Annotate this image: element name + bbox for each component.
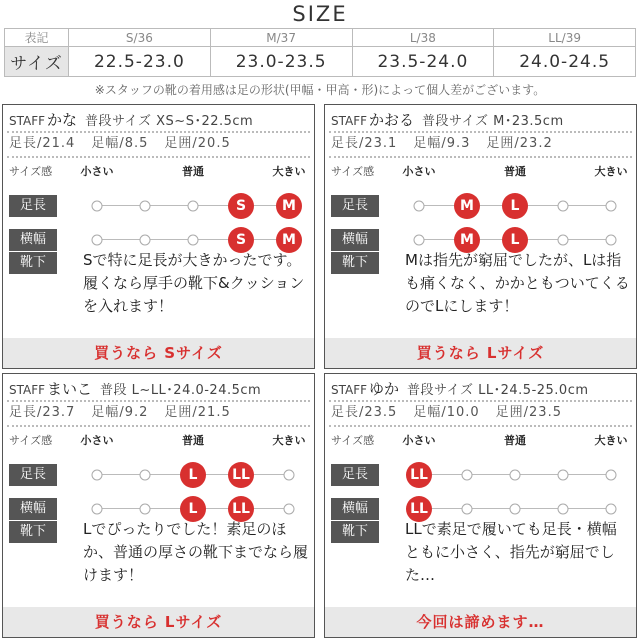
length-tag: 足長 — [331, 195, 379, 217]
width-row — [331, 498, 630, 520]
scale-dot — [606, 504, 617, 515]
scale-dot — [414, 235, 425, 246]
scale-normal-label: 普通 — [182, 434, 204, 447]
foot-girth: 足囲/21.5 — [164, 405, 231, 420]
foot-width: 足幅/9.2 — [91, 405, 149, 420]
scale-dot — [510, 470, 521, 481]
staff-header — [331, 109, 630, 131]
scale-dot — [606, 201, 617, 212]
socks-tag: 靴下 — [9, 521, 57, 543]
scale-dot — [558, 235, 569, 246]
scale-small-label: 小さい — [402, 434, 436, 447]
foot-measurements — [331, 133, 630, 155]
staff-name: ゆか — [369, 380, 400, 398]
scale-dot — [284, 470, 295, 481]
fit-mark: S — [228, 193, 254, 219]
scale-dot — [140, 470, 151, 481]
foot-width: 足幅/9.3 — [413, 136, 471, 151]
scale-header-label: サイズ感 — [9, 434, 53, 447]
foot-length: 足長/21.4 — [9, 136, 76, 151]
fit-mark: L — [180, 496, 206, 522]
size-table-cell: 22.5-23.0 — [69, 47, 211, 77]
fit-mark: L — [180, 462, 206, 488]
scale-small-label: 小さい — [80, 434, 114, 447]
width-row — [9, 229, 308, 251]
size-table-header-cell: S/36 — [69, 29, 211, 47]
scale-dot — [510, 504, 521, 515]
scale-header-label: サイズ感 — [331, 434, 375, 447]
staff-comment: LLで素足で履いても足長・横幅ともに小さく、指先が窮屈でした… — [405, 520, 617, 584]
width-tag: 横幅 — [331, 229, 379, 251]
scale-header — [331, 161, 630, 181]
normal-size: 普段 L~LL･24.0-24.5cm — [100, 383, 262, 398]
dotted-divider — [7, 425, 310, 427]
staff-card — [2, 373, 315, 638]
page-title: SIZE — [292, 2, 348, 26]
scale-dot — [92, 470, 103, 481]
scale-header — [9, 161, 308, 181]
scale-dot — [606, 235, 617, 246]
length-row — [331, 195, 630, 217]
staff-name: かおる — [369, 111, 415, 129]
scale-header — [9, 430, 308, 450]
scale-dot — [558, 470, 569, 481]
size-table — [4, 28, 636, 77]
fit-note: ※スタッフの靴の着用感は足の形状(甲幅・甲高・形)によって個人差がございます。 — [94, 83, 546, 97]
foot-length: 足長/23.5 — [331, 405, 398, 420]
size-table-header-cell: LL/39 — [494, 29, 636, 47]
staff-comment: Mは指先が窮屈でしたが、Lは指も痛くなく、かかともついてくるのでLにします！ — [405, 251, 630, 315]
foot-girth: 足囲/20.5 — [164, 136, 231, 151]
size-table-cell: 24.0-24.5 — [494, 47, 636, 77]
length-row — [9, 464, 308, 486]
staff-comment: Sで特に足長が大きかったです。履くなら厚手の靴下&クッションを入れます！ — [83, 251, 305, 315]
scale-large-label: 大きい — [594, 165, 628, 178]
width-row — [9, 498, 308, 520]
scale-large-label: 大きい — [594, 434, 628, 447]
verdict-banner: 買うなら Lサイズ — [3, 607, 314, 637]
verdict-banner: 今回は諦めます… — [325, 607, 636, 637]
dotted-divider — [7, 156, 310, 158]
scale-header-label: サイズ感 — [331, 165, 375, 178]
scale-dot — [188, 235, 199, 246]
staff-label: STAFF — [9, 383, 46, 397]
scale-dot — [558, 504, 569, 515]
width-tag: 横幅 — [9, 498, 57, 520]
fit-mark: M — [454, 193, 480, 219]
scale-normal-label: 普通 — [182, 165, 204, 178]
fit-mark: LL — [406, 462, 432, 488]
fit-mark: LL — [228, 462, 254, 488]
width-row — [331, 229, 630, 251]
dotted-divider — [329, 156, 632, 158]
scale-dot — [606, 470, 617, 481]
verdict-banner: 買うなら Sサイズ — [3, 338, 314, 368]
staff-comment: Lでぴったりでした！素足のほか、普通の厚さの靴下までなら履けます！ — [83, 520, 309, 584]
staff-card — [2, 104, 315, 369]
staff-label: STAFF — [331, 383, 368, 397]
foot-width: 足幅/10.0 — [413, 405, 480, 420]
scale-normal-label: 普通 — [504, 434, 526, 447]
scale-dot — [188, 201, 199, 212]
foot-measurements — [9, 133, 308, 155]
scale-dot — [558, 201, 569, 212]
staff-header — [9, 109, 308, 131]
verdict-banner: 買うなら Lサイズ — [325, 338, 636, 368]
normal-size: 普段サイズ M･23.5cm — [422, 114, 564, 129]
length-tag: 足長 — [9, 464, 57, 486]
size-table-header — [5, 29, 636, 47]
foot-width: 足幅/8.5 — [91, 136, 149, 151]
scale-small-label: 小さい — [80, 165, 114, 178]
staff-card — [324, 373, 637, 638]
fit-mark: M — [276, 193, 302, 219]
foot-length: 足長/23.1 — [331, 136, 398, 151]
scale-dot — [92, 504, 103, 515]
scale-header-label: サイズ感 — [9, 165, 53, 178]
foot-measurements — [9, 402, 308, 424]
scale-dot — [462, 470, 473, 481]
scale-dot — [140, 201, 151, 212]
fit-mark: LL — [406, 496, 432, 522]
scale-dot — [414, 201, 425, 212]
size-table-header-cell: M/37 — [210, 29, 352, 47]
scale-normal-label: 普通 — [504, 165, 526, 178]
scale-small-label: 小さい — [402, 165, 436, 178]
scale-dot — [92, 235, 103, 246]
size-table-cell: 23.0-23.5 — [210, 47, 352, 77]
scale-dot — [462, 504, 473, 515]
socks-tag: 靴下 — [331, 521, 379, 543]
staff-name: かな — [47, 111, 78, 129]
size-table-row — [5, 47, 636, 77]
socks-tag: 靴下 — [9, 252, 57, 274]
fit-mark: S — [228, 227, 254, 253]
staff-card — [324, 104, 637, 369]
size-table-cell: 23.5-24.0 — [352, 47, 494, 77]
staff-label: STAFF — [331, 114, 368, 128]
scale-large-label: 大きい — [272, 165, 306, 178]
length-row — [9, 195, 308, 217]
staff-header — [9, 378, 308, 400]
scale-dot — [284, 504, 295, 515]
scale-header — [331, 430, 630, 450]
normal-size: 普段サイズ XS~S･22.5cm — [85, 114, 254, 129]
normal-size: 普段サイズ LL･24.5-25.0cm — [407, 383, 589, 398]
fit-mark: M — [276, 227, 302, 253]
length-row — [331, 464, 630, 486]
scale-dot — [92, 201, 103, 212]
length-tag: 足長 — [331, 464, 379, 486]
dotted-divider — [329, 425, 632, 427]
staff-label: STAFF — [9, 114, 46, 128]
size-table-header-cell: 表記 — [5, 29, 69, 47]
size-table-row-label: サイズ — [5, 47, 69, 77]
foot-length: 足長/23.7 — [9, 405, 76, 420]
scale-dot — [140, 235, 151, 246]
fit-mark: L — [502, 227, 528, 253]
width-tag: 横幅 — [9, 229, 57, 251]
foot-girth: 足囲/23.5 — [495, 405, 562, 420]
width-tag: 横幅 — [331, 498, 379, 520]
staff-name: まいこ — [47, 380, 93, 398]
fit-mark: L — [502, 193, 528, 219]
socks-tag: 靴下 — [331, 252, 379, 274]
length-tag: 足長 — [9, 195, 57, 217]
scale-large-label: 大きい — [272, 434, 306, 447]
scale-dot — [140, 504, 151, 515]
size-table-header-cell: L/38 — [352, 29, 494, 47]
foot-measurements — [331, 402, 630, 424]
fit-mark: LL — [228, 496, 254, 522]
staff-header — [331, 378, 630, 400]
foot-girth: 足囲/23.2 — [486, 136, 553, 151]
fit-mark: M — [454, 227, 480, 253]
